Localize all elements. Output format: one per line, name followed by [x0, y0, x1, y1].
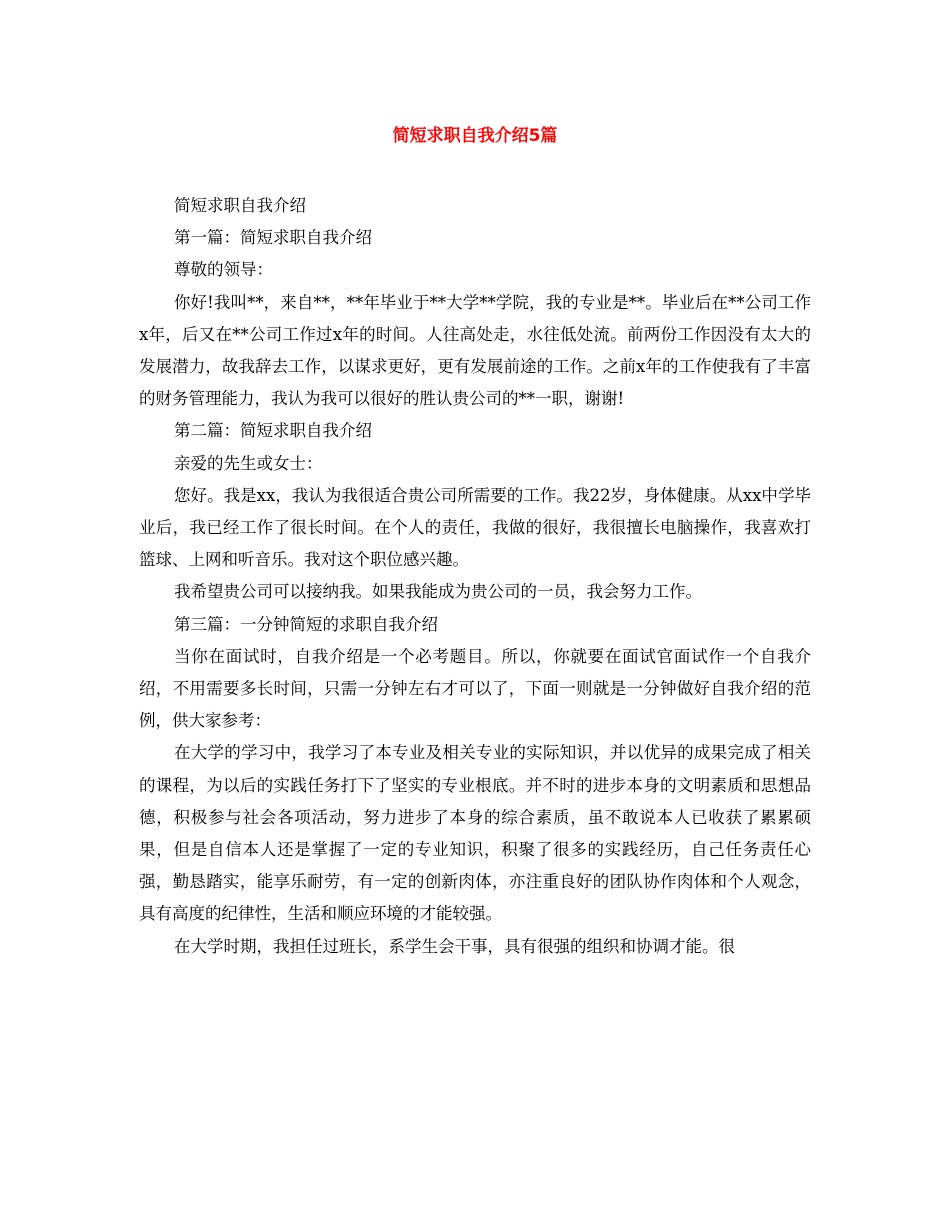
paragraph: 当你在面试时，自我介绍是一个必考题目。所以，你就要在面试官面试作一个自我介绍，不用需要多长时间，只需一分钟左右才可以了，下面一则就是一分钟做好自我介绍的范例，供大家参考：: [139, 646, 811, 731]
paragraph: 我希望贵公司可以接纳我。如果我能成为贵公司的一员，我会努力工作。: [174, 582, 702, 602]
section-heading: 第二篇：简短求职自我介绍: [174, 421, 372, 441]
section-heading: 第一篇：简短求职自我介绍: [174, 228, 372, 248]
paragraph: 在大学时期，我担任过班长，系学生会干事，具有很强的组织和协调才能。很: [174, 936, 735, 956]
paragraph: 亲爱的先生或女士：: [174, 453, 323, 473]
document-title: 简短求职自我介绍5篇: [392, 126, 558, 146]
paragraph: 尊敬的领导：: [174, 260, 273, 280]
paragraph: 简短求职自我介绍: [174, 196, 306, 215]
paragraph: 您好。我是xx，我认为我很适合贵公司所需要的工作。我22岁，身体健康。从xx中学毕业后，我已经工作了很长时间。在个人的责任，我做的很好，我很擅长电脑操作，我喜欢打篮球、上网和听音乐。我对这个职位感兴趣。: [139, 485, 811, 570]
paragraph: 你好!我叫**，来自**，**年毕业于**大学**学院，我的专业是**。毕业后在**公司工作x年，后又在**公司工作过x年的时间。人往高处走，水往低处流。前两份工作因没有太大的发展潜力，故我辞去工作，以谋求更好，更有发展前途的工作。之前x年的工作使我有了丰富的财务管理能力，我认为我可以很好的胜认贵公司的**一职，谢谢!: [139, 292, 811, 409]
section-heading: 第三篇：一分钟简短的求职自我介绍: [174, 614, 438, 634]
paragraph: 在大学的学习中，我学习了本专业及相关专业的实际知识，并以优异的成果完成了相关的课程，为以后的实践任务打下了坚实的专业根底。并不时的进步本身的文明素质和思想品德，积极参与社会各项活动，努力进步了本身的综合素质，虽不敢说本人已收获了累累硕果，但是自信本人还是掌握了一定的专业知识，积聚了很多的实践经历，自己任务责任心强，勤恳踏实，能享乐耐劳，有一定的创新肉体，亦注重良好的团队协作肉体和个人观念，具有高度的纪律性，生活和顺应环境的才能较强。: [139, 743, 811, 924]
document-body: [139, 190, 811, 963]
